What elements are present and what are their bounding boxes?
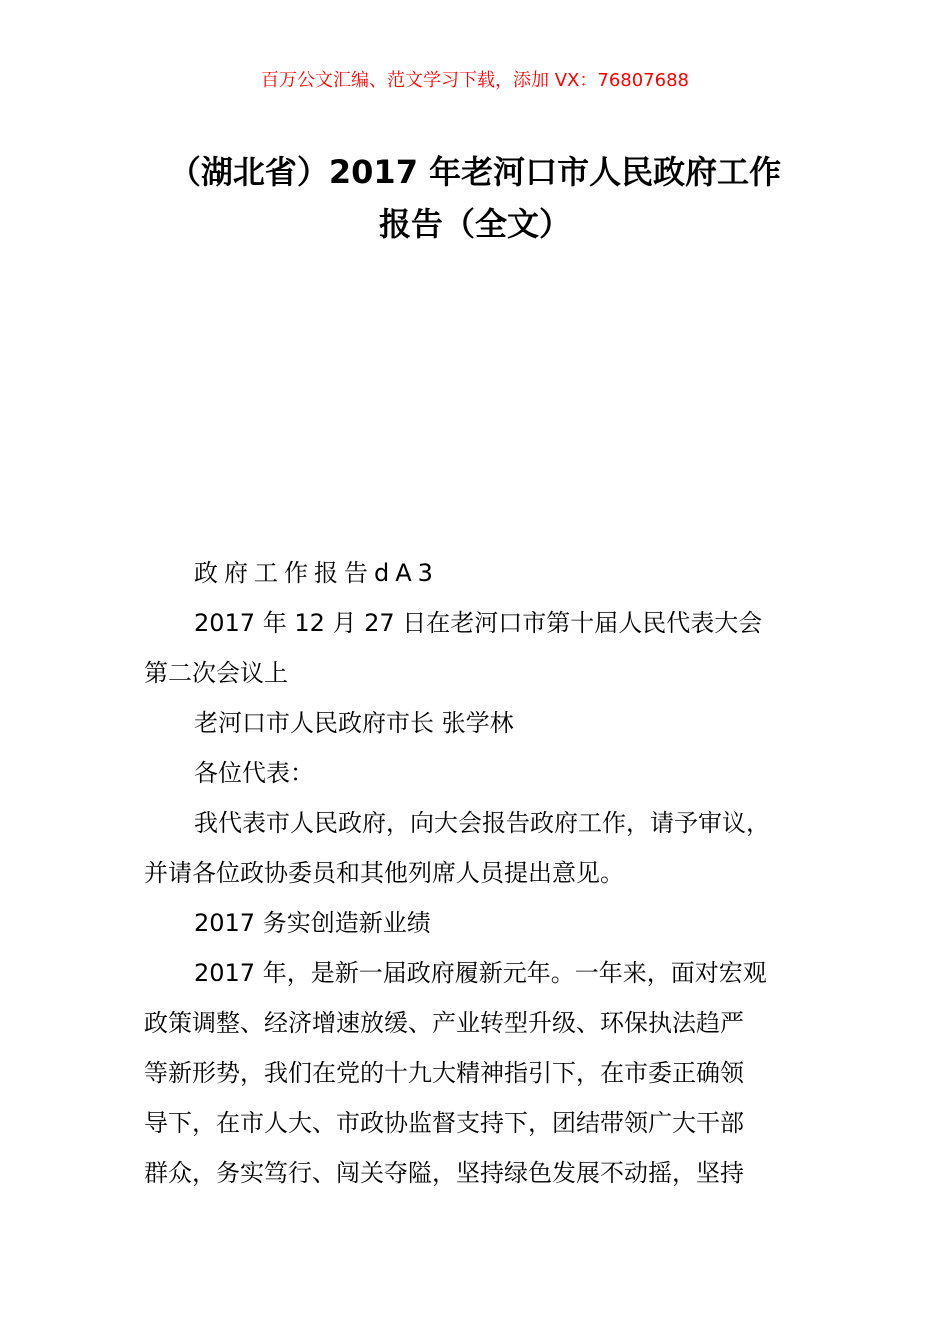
- document-body: [144, 548, 824, 1198]
- speaker-line: 老河口市人民政府市长 张学林: [194, 709, 514, 737]
- section-heading: 2017 务实创造新业绩: [194, 909, 431, 937]
- salutation: 各位代表：: [194, 759, 314, 787]
- title-line-2: 报告（全文）: [378, 205, 571, 243]
- report-heading: 政府工作报告dA3: [194, 559, 439, 587]
- watermark-banner: 百万公文汇编、范文学习下载，添加 VX：76807688: [261, 70, 689, 91]
- document-title: [130, 146, 820, 250]
- body-paragraph-line-2: 政策调整、经济增速放缓、产业转型升级、环保执法趋严: [144, 1009, 744, 1037]
- meeting-date-line: 2017 年 12 月 27 日在老河口市第十届人民代表大会: [194, 609, 763, 637]
- intro-paragraph-cont: 并请各位政协委员和其他列席人员提出意见。: [144, 859, 624, 887]
- body-paragraph-line-5: 群众，务实笃行、闯关夺隘，坚持绿色发展不动摇，坚持: [144, 1159, 744, 1187]
- intro-paragraph: 我代表市人民政府，向大会报告政府工作，请予审议，: [194, 809, 770, 837]
- meeting-date-line-cont: 第二次会议上: [144, 659, 288, 687]
- body-paragraph: 2017 年，是新一届政府履新元年。一年来，面对宏观: [194, 959, 767, 987]
- title-line-1: （湖北省）2017 年老河口市人民政府工作: [168, 153, 782, 191]
- body-paragraph-line-4: 导下，在市人大、市政协监督支持下，团结带领广大干部: [144, 1109, 744, 1137]
- body-paragraph-line-3: 等新形势，我们在党的十九大精神指引下，在市委正确领: [144, 1059, 744, 1087]
